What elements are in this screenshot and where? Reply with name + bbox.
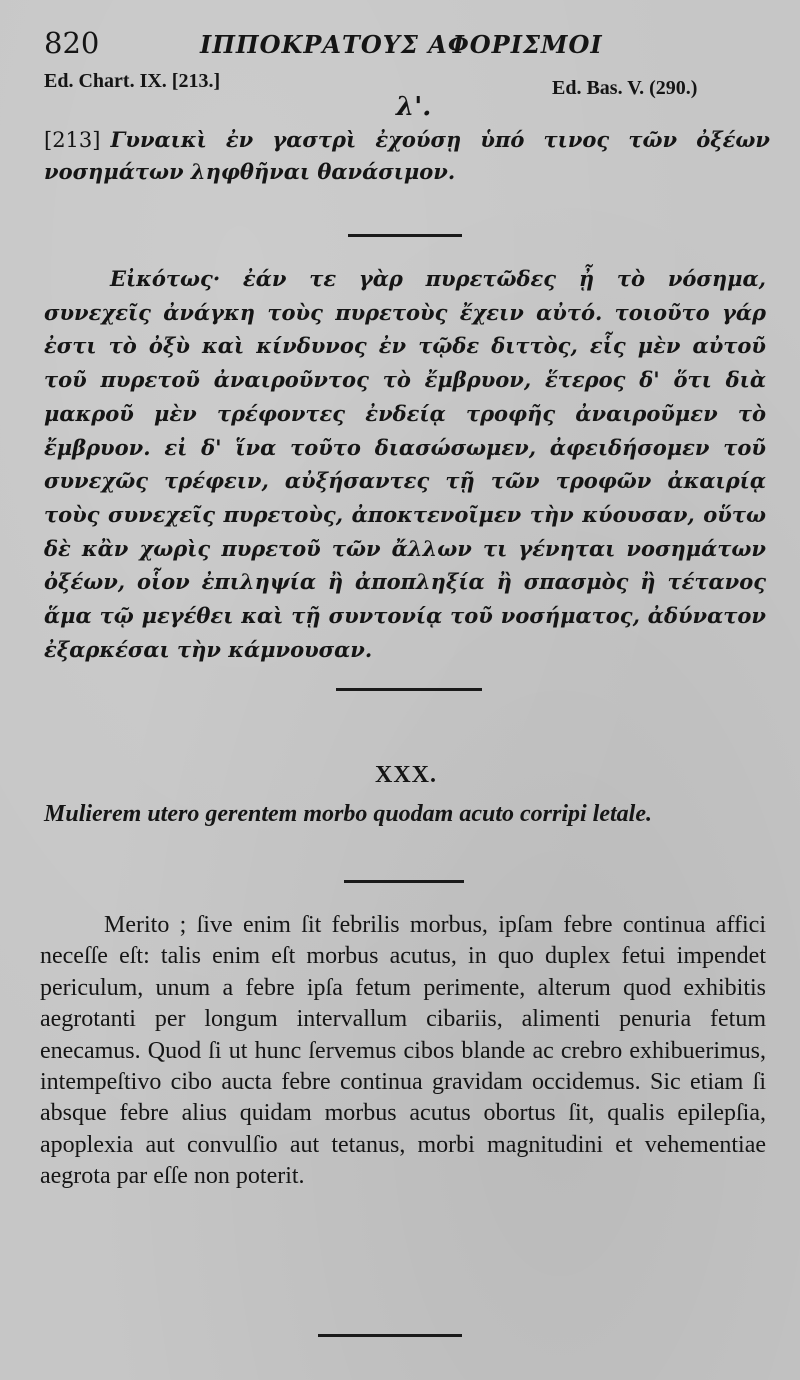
edition-reference-right: Ed. Bas. V. (290.) [552, 77, 698, 99]
page-marker: [213] [44, 128, 101, 152]
section-divider [336, 688, 482, 691]
page-number: 820 [44, 26, 100, 60]
running-title: ΙΠΠΟΚΡΑΤΟΥΣ ΑΦΟΡΙΣΜΟΙ [200, 30, 603, 59]
latin-aphorism-numeral: XXX. [375, 762, 437, 788]
section-divider [318, 1334, 462, 1337]
greek-aphorism-numeral: λ'. [396, 92, 432, 122]
latin-aphorism: Mulierem utero gerentem morbo quodam acuto corripi letale. [44, 801, 652, 827]
latin-commentary: Merito ; ſive enim ſit febrilis morbus, ipſam febre continua affici neceſſe eſt: talis enim eſt morbus acutus, in quo duplex fetui impendet periculum, unum a febre ipſa fetum perimente, alterum quod exhibitis aegrotanti per longum intervallum cibariis, alimenti penuria fetum enecamus. Quod ſi ut hunc ſervemus cibos blande ac crebro exhibuerimus, intempeſtivo cibo aucta febre continua gravidam occidemus. Sic etiam ſi absque febre alius quidam morbus acutus obortus ſit, qualis epilepſia, apoplexia aut convulſio aut tetanus, morbi magnitudini et vehementiae aegrota par eſſe non poterit. [40, 912, 766, 1190]
greek-aphorism-text: Γυναικὶ ἐν γαστρὶ ἐχούσῃ ὑπό τινος τῶν ὀξέων νοσημάτων ληφθῆναι θανάσιμον. [44, 127, 770, 184]
greek-aphorism [44, 124, 770, 188]
section-divider [348, 234, 462, 237]
greek-commentary: Εἰκότως· ἐάν τε γὰρ πυρετῶδες ᾖ τὸ νόσημα, συνεχεῖς ἀνάγκη τοὺς πυρετοὺς ἔχειν αὐτό. τοιοῦτο γάρ ἐστι τὸ ὀξὺ καὶ κίνδυνος ἐν τῷδε διττὸς, εἷς μὲν αὐτοῦ τοῦ πυρετοῦ ἀναιροῦντος τὸ ἔμβρυον, ἕτερος δ' ὅτι διὰ μακροῦ μὲν τρέφοντες ἐνδείᾳ τροφῆς ἀναιροῦμεν τὸ ἔμβρυον. εἰ δ' ἵνα τοῦτο διασώσωμεν, ἀφειδήσομεν τοῦ συνεχῶς τρέφειν, αὐξήσαντες τῇ τῶν τροφῶν ἀκαιρίᾳ τοὺς συνεχεῖς πυρετοὺς, ἀποκτενοῖμεν τὴν κύουσαν, οὕτω δὲ κἂν χωρὶς πυρετοῦ τῶν ἄλλων τι γένηται νοσημάτων ὀξέων, οἷον ἐπιληψία ἢ ἀποπληξία ἢ σπασμὸς ἢ τέτανος ἅμα τῷ μεγέθει καὶ τῇ συντονίᾳ τοῦ νοσήματος, ἀδύνατον ἐξαρκέσαι τὴν κάμνουσαν. [44, 266, 766, 662]
section-divider [344, 880, 464, 883]
edition-reference-left: Ed. Chart. IX. [213.] [44, 70, 221, 92]
